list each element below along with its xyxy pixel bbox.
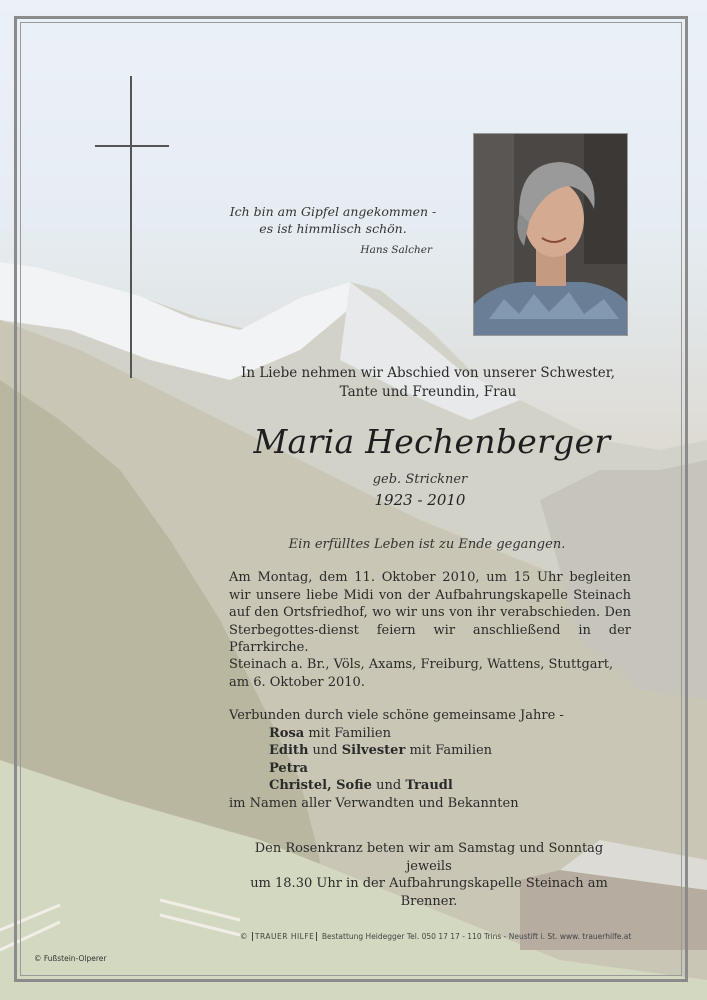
family-closing: im Namen aller Verwandten und Bekannten bbox=[229, 795, 519, 811]
motto: Ein erfülltes Leben ist zu Ende gegangen. bbox=[288, 537, 566, 552]
family-paragraph bbox=[229, 707, 631, 813]
place-date-paragraph bbox=[229, 656, 631, 691]
family-name-traudl: Traudl bbox=[405, 778, 453, 794]
family-line-rosa bbox=[229, 725, 631, 743]
portrait-image bbox=[474, 134, 628, 336]
place-line: Steinach a. Br., Völs, Axams, Freiburg, Wattens, Stuttgart, bbox=[229, 657, 614, 672]
intro-line-1: In Liebe nehmen wir Abschied von unserer Schwester, bbox=[241, 365, 615, 381]
family-name-petra: Petra bbox=[269, 760, 308, 776]
copyright-mark: © bbox=[240, 932, 248, 941]
quote-author: Hans Salcher bbox=[360, 244, 432, 256]
rosary-line-2: um 18.30 Uhr in der Aufbahrungskapelle Steinach am Brenner. bbox=[250, 876, 608, 909]
family-suffix: mit Familien bbox=[409, 743, 493, 759]
life-years: 1923 - 2010 bbox=[374, 491, 466, 509]
birth-name: geb. Strickner bbox=[372, 472, 468, 487]
quote-line-2: es ist himmlisch schön. bbox=[259, 221, 407, 236]
footer-contact: Bestattung Heidegger Tel. 050 17 17 - 110 Trins - Neustift i. St. www. trauerhilfe.at bbox=[321, 932, 632, 941]
family-conjunction: und bbox=[312, 743, 338, 759]
family-line-petra bbox=[229, 760, 631, 778]
quote-line-1: Ich bin am Gipfel angekommen - bbox=[229, 204, 437, 219]
cross-icon-horizontal bbox=[95, 145, 169, 147]
rosary-line-1: Den Rosenkranz beten wir am Samstag und Sonntag jeweils bbox=[254, 841, 604, 874]
ceremony-paragraph: Am Montag, dem 11. Oktober 2010, um 15 Uhr begleiten wir unsere liebe Midi von der Aufbahrungskapelle Steinach auf den Ortsfriedhof, wo wir uns von ihr verabschieden. Den Sterbegottes-dienst feiern wir anschließend in der Pfarrkirche. bbox=[229, 570, 631, 656]
family-intro: Verbunden durch viele schöne gemeinsame Jahre - bbox=[229, 708, 564, 723]
family-name-edith: Edith bbox=[269, 743, 309, 759]
family-suffix: mit Familien bbox=[308, 725, 391, 741]
farewell-intro bbox=[230, 364, 626, 402]
trauerhilfe-logo: TRAUER HILFE bbox=[252, 932, 318, 941]
family-conjunction: und bbox=[376, 778, 402, 794]
portrait-photo bbox=[473, 133, 628, 336]
deceased-name: Maria Hechenberger bbox=[253, 422, 611, 461]
rosary-notice bbox=[232, 840, 626, 910]
family-line-christel bbox=[229, 777, 631, 795]
family-name-rosa: Rosa bbox=[269, 725, 305, 741]
quote bbox=[220, 203, 446, 237]
image-credit: © Fußstein-Olperer bbox=[34, 954, 107, 963]
family-name-christel-sofie: Christel, Sofie bbox=[269, 778, 372, 794]
cross-icon-vertical bbox=[130, 76, 132, 378]
family-name-silvester: Silvester bbox=[341, 743, 406, 759]
intro-line-2: Tante und Freundin, Frau bbox=[339, 384, 517, 400]
date-line: am 6. Oktober 2010. bbox=[229, 674, 365, 690]
footer-funeral-home bbox=[240, 932, 632, 952]
family-line-edith bbox=[229, 742, 631, 760]
